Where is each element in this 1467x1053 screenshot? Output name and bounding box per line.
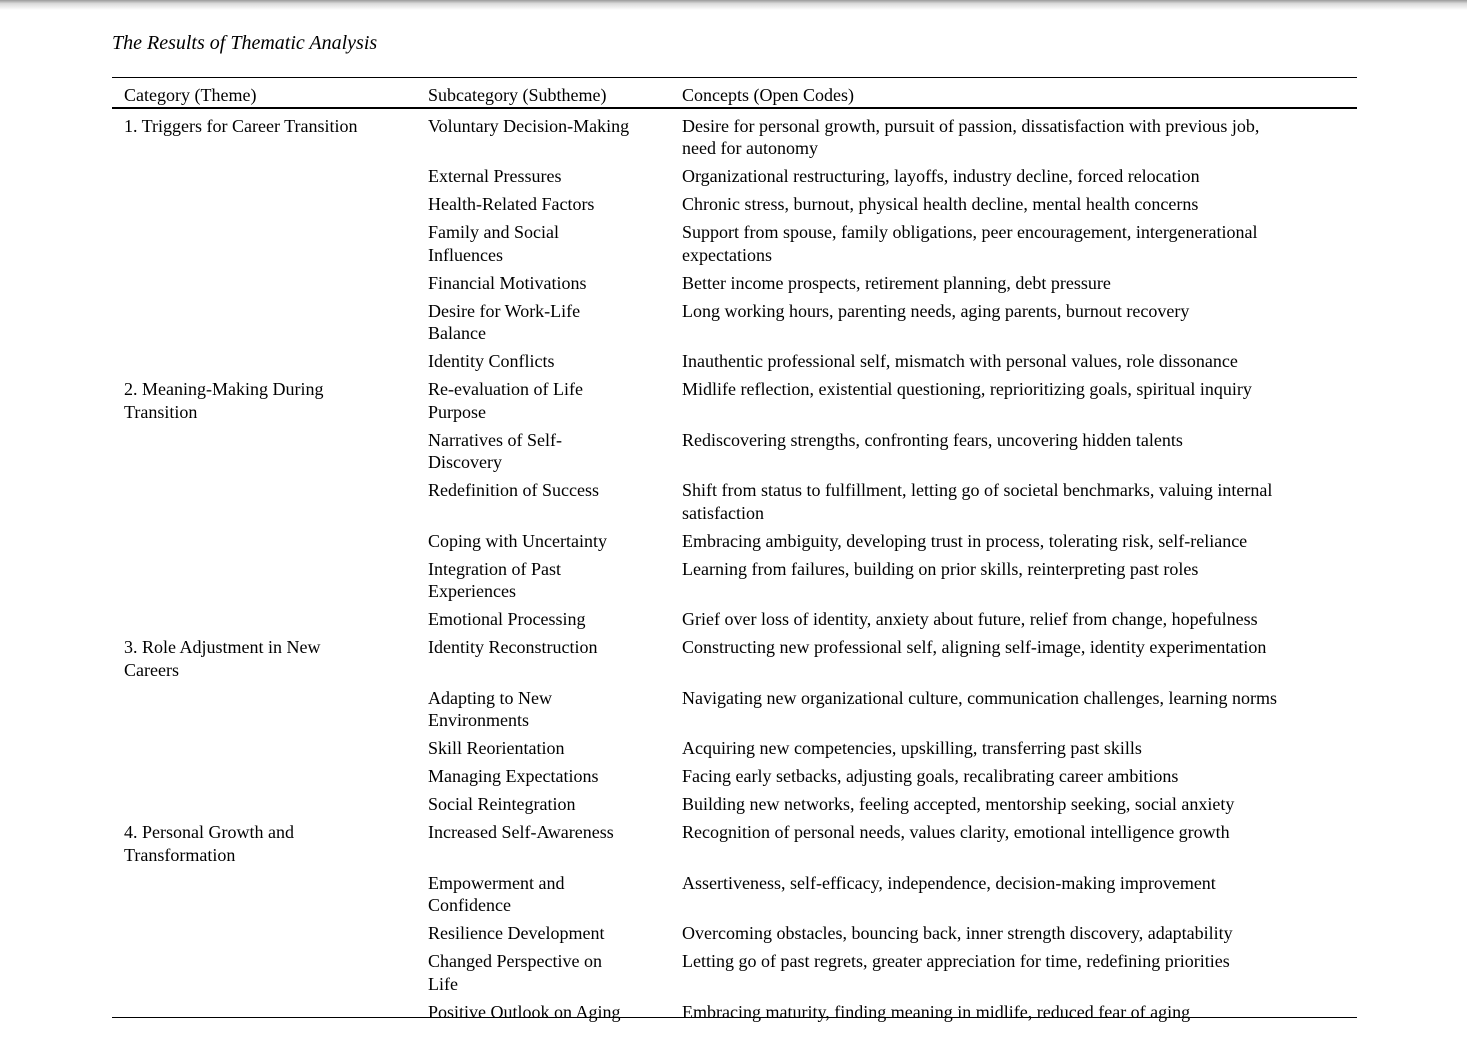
concepts-cell: Organizational restructuring, layoffs, industry decline, forced relocation [682, 166, 1200, 186]
table-row [112, 266, 1357, 294]
subcategory-cell: Narratives of Self- Discovery [428, 429, 562, 472]
header-category: Category (Theme) [112, 78, 416, 109]
concepts-cell: Desire for personal growth, pursuit of passion, dissatisfaction with previous job, need for autonomy [682, 115, 1260, 158]
concepts-cell: Rediscovering strengths, confronting fears, uncovering hidden talents [682, 429, 1183, 450]
category-cell [112, 732, 416, 760]
table-row [112, 681, 1357, 732]
category-cell [112, 294, 416, 345]
subcategory-cell: Health-Related Factors [428, 194, 595, 214]
table-row [112, 788, 1357, 816]
category-cell [112, 266, 416, 294]
concepts-cell: Constructing new professional self, aligning self-image, identity experimentation [682, 637, 1267, 657]
concepts-cell: Shift from status to fulfillment, letting go of societal benchmarks, valuing internal satisfaction [682, 480, 1273, 523]
subcategory-cell: Empowerment and Confidence [428, 872, 565, 915]
table-row [112, 216, 1357, 267]
concepts-cell: Long working hours, parenting needs, aging parents, burnout recovery [682, 300, 1190, 321]
category-cell [112, 423, 416, 474]
concepts-cell: Chronic stress, burnout, physical health decline, mental health concerns [682, 194, 1199, 214]
table-body [112, 108, 1357, 1023]
subcategory-cell: External Pressures [428, 166, 562, 186]
concepts-cell: Support from spouse, family obligations, peer encouragement, intergenerational expectations [682, 222, 1258, 265]
table-row [112, 552, 1357, 603]
category-cell [112, 995, 416, 1023]
category-cell [112, 945, 416, 996]
table-row [112, 945, 1357, 996]
table-bottom-rule [112, 1017, 1357, 1018]
category-cell [112, 917, 416, 945]
concepts-cell: Better income prospects, retirement planning, debt pressure [682, 272, 1111, 293]
subcategory-cell: Identity Conflicts [428, 351, 555, 371]
category-cell [112, 345, 416, 373]
table-row [112, 345, 1357, 373]
table-row [112, 108, 1357, 160]
concepts-cell: Midlife reflection, existential questioning, reprioritizing goals, spiritual inquiry [682, 379, 1252, 399]
concepts-cell: Letting go of past regrets, greater appreciation for time, redefining priorities [682, 951, 1230, 971]
subcategory-cell: Voluntary Decision-Making [428, 115, 630, 136]
subcategory-cell: Identity Reconstruction [428, 637, 598, 657]
table-row [112, 423, 1357, 474]
category-cell: 4. Personal Growth and Transformation [124, 822, 294, 865]
concepts-cell: Acquiring new competencies, upskilling, transferring past skills [682, 738, 1142, 758]
subcategory-cell: Positive Outlook on Aging [428, 1001, 621, 1022]
page-content [112, 0, 1357, 1022]
header-subcategory: Subcategory (Subtheme) [416, 78, 670, 109]
subcategory-cell: Skill Reorientation [428, 738, 565, 758]
header-row [112, 78, 1357, 109]
category-cell [112, 524, 416, 552]
concepts-cell: Overcoming obstacles, bouncing back, inner strength discovery, adaptability [682, 923, 1233, 943]
table-title: The Results of Thematic Analysis [112, 32, 378, 54]
category-cell [112, 681, 416, 732]
subcategory-cell: Integration of Past Experiences [428, 558, 561, 601]
table-row [112, 524, 1357, 552]
subcategory-cell: Desire for Work-Life Balance [428, 300, 581, 343]
category-cell [112, 552, 416, 603]
table-row [112, 866, 1357, 917]
subcategory-cell: Resilience Development [428, 923, 605, 943]
table-row [112, 160, 1357, 188]
subcategory-cell: Family and Social Influences [428, 222, 559, 265]
category-cell [112, 788, 416, 816]
category-cell: 3. Role Adjustment in New Careers [124, 637, 321, 680]
table-row [112, 917, 1357, 945]
table-row [112, 995, 1357, 1023]
concepts-cell: Assertiveness, self-efficacy, independence, decision-making improvement [682, 872, 1216, 893]
category-cell: 1. Triggers for Career Transition [124, 115, 358, 136]
subcategory-cell: Increased Self-Awareness [428, 822, 614, 842]
concepts-cell: Recognition of personal needs, values clarity, emotional intelligence growth [682, 822, 1230, 842]
category-cell [112, 188, 416, 216]
subcategory-cell: Changed Perspective on Life [428, 951, 602, 994]
header-concepts: Concepts (Open Codes) [670, 78, 1357, 109]
concepts-cell: Learning from failures, building on prior skills, reinterpreting past roles [682, 558, 1199, 579]
subcategory-cell: Financial Motivations [428, 272, 587, 293]
concepts-cell: Grief over loss of identity, anxiety about future, relief from change, hopefulness [682, 609, 1258, 629]
category-cell [112, 216, 416, 267]
concepts-cell: Building new networks, feeling accepted, mentorship seeking, social anxiety [682, 794, 1235, 814]
table-row [112, 603, 1357, 631]
subcategory-cell: Adapting to New Environments [428, 687, 552, 730]
category-cell: 2. Meaning-Making During Transition [124, 379, 324, 422]
table-row [112, 294, 1357, 345]
table-row [112, 760, 1357, 788]
subcategory-cell: Re-evaluation of Life Purpose [428, 379, 583, 422]
table-row [112, 816, 1357, 867]
category-cell [112, 160, 416, 188]
table-row [112, 373, 1357, 424]
category-cell [112, 603, 416, 631]
category-cell [112, 474, 416, 525]
table-row [112, 188, 1357, 216]
concepts-cell: Navigating new organizational culture, communication challenges, learning norms [682, 687, 1277, 708]
table-row [112, 732, 1357, 760]
subcategory-cell: Redefinition of Success [428, 480, 599, 500]
category-cell [112, 866, 416, 917]
table-row [112, 474, 1357, 525]
concepts-cell: Embracing maturity, finding meaning in midlife, reduced fear of aging [682, 1001, 1191, 1022]
subcategory-cell: Social Reintegration [428, 794, 576, 814]
subcategory-cell: Emotional Processing [428, 609, 586, 629]
subcategory-cell: Coping with Uncertainty [428, 530, 607, 551]
concepts-cell: Embracing ambiguity, developing trust in process, tolerating risk, self-reliance [682, 530, 1248, 551]
category-cell [112, 760, 416, 788]
table-header [112, 78, 1357, 109]
subcategory-cell: Managing Expectations [428, 766, 599, 786]
thematic-analysis-table [112, 77, 1357, 1023]
concepts-cell: Inauthentic professional self, mismatch with personal values, role dissonance [682, 351, 1238, 371]
table-row [112, 631, 1357, 682]
concepts-cell: Facing early setbacks, adjusting goals, recalibrating career ambitions [682, 766, 1179, 786]
